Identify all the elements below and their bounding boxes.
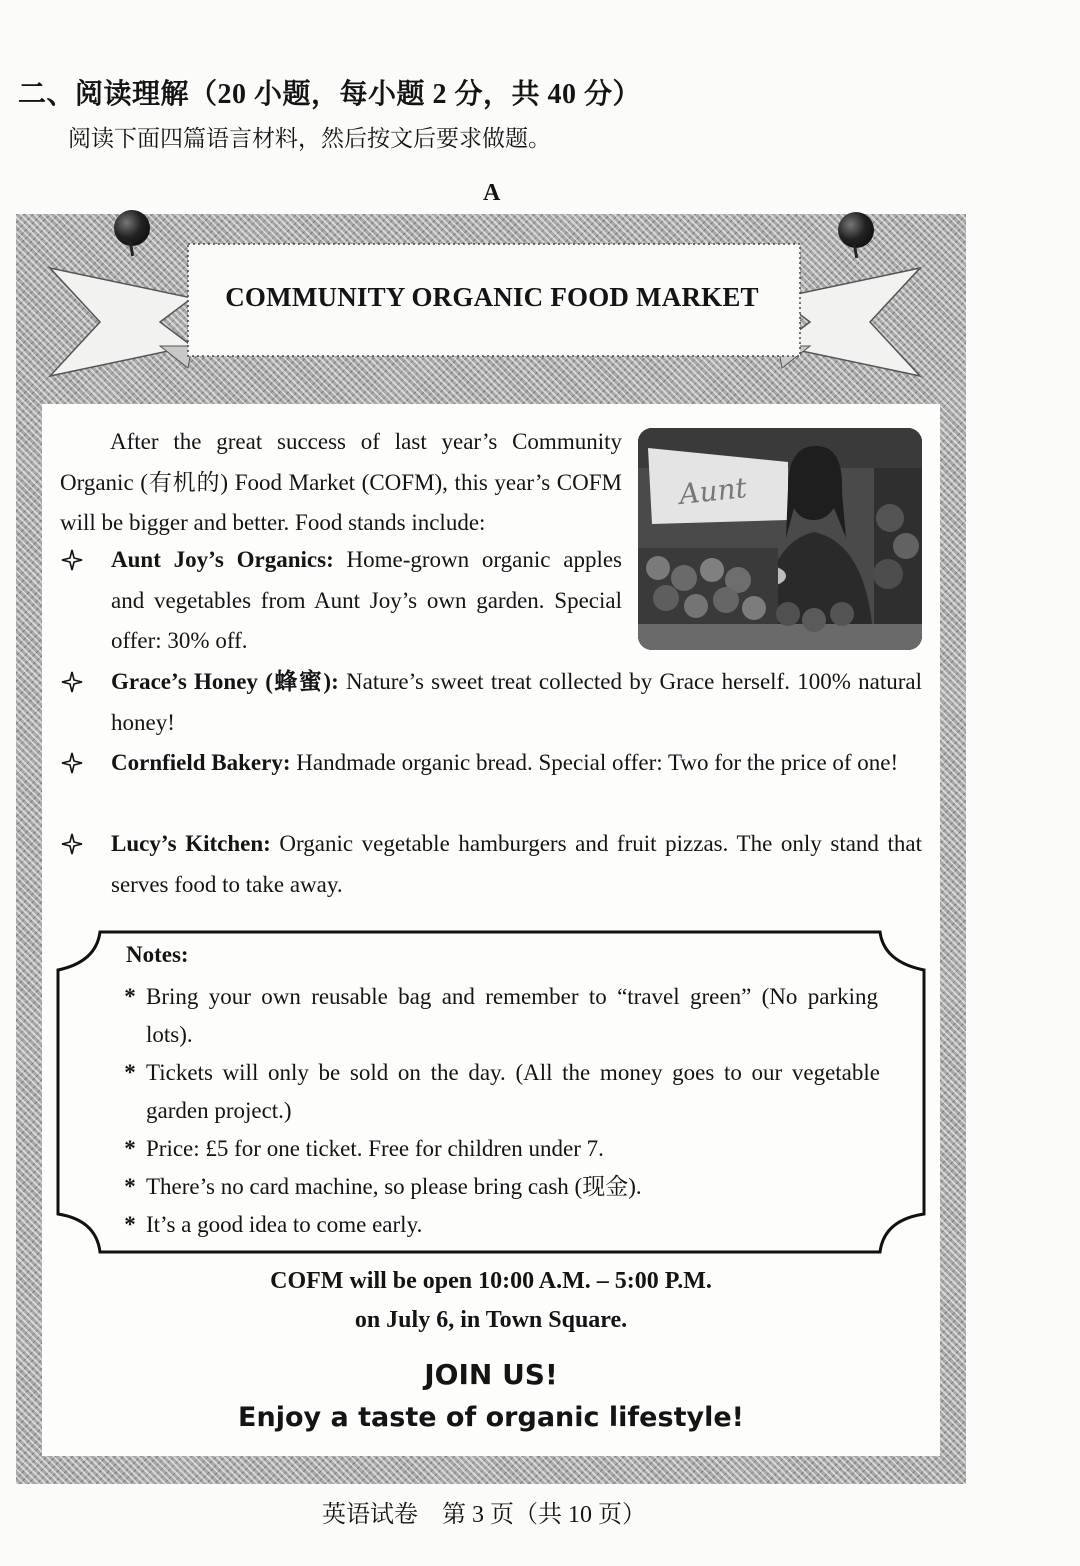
- note-text: Tickets will only be sold on the day. (All the money goes to our vegetable garden project.): [146, 1060, 880, 1123]
- passage-label: A: [483, 180, 501, 206]
- diamond-star-icon: [60, 824, 84, 864]
- diamond-star-icon: [60, 743, 84, 783]
- photo-sign-text: Aunt: [677, 471, 749, 511]
- note-text: Bring your own reusable bag and remember to “travel green” (No parking lots).: [146, 984, 878, 1047]
- intro-paragraph: [60, 422, 622, 544]
- stand-description: Home-grown organic apples and vegetables from Aunt Joy’s own garden. Special offer: 30% off.: [111, 547, 622, 653]
- notes-title: Notes:: [126, 942, 189, 967]
- asterisk-bullet: *: [124, 1212, 136, 1237]
- diamond-star-icon: [60, 662, 84, 702]
- title-ribbon-banner: [40, 240, 930, 390]
- section-instructions: 阅读下面四篇语言材料，然后按文后要求做题。: [68, 126, 551, 151]
- stand-description: Handmade organic bread. Special offer: Two for the price of one!: [296, 750, 899, 775]
- intro-text: After the great success of last year’s Community Organic (有机的) Food Market (COFM), this year’s COFM will be bigger and better. Food stands include:: [60, 429, 622, 535]
- asterisk-bullet: *: [124, 1174, 136, 1199]
- market-stand-photo: [638, 428, 922, 650]
- stand-description: Nature’s sweet treat collected by Grace herself. 100% natural honey!: [111, 669, 922, 735]
- note-text: There’s no card machine, so please bring cash (现金).: [146, 1174, 642, 1199]
- stand-name-note: (蜂蜜):: [265, 669, 339, 694]
- note-text: Price: £5 for one ticket. Free for children under 7.: [146, 1136, 604, 1161]
- stand-name: Cornfield Bakery:: [111, 750, 291, 775]
- call-to-action: JOIN US!: [424, 1358, 558, 1391]
- opening-hours: COFM will be open 10:00 A.M. – 5:00 P.M.: [270, 1268, 712, 1294]
- tagline: Enjoy a taste of organic lifestyle!: [238, 1402, 744, 1433]
- asterisk-bullet: *: [124, 1136, 136, 1161]
- asterisk-bullet: *: [124, 984, 136, 1009]
- page-footer: 英语试卷 第 3 页（共 10 页）: [322, 1502, 646, 1528]
- stand-name: Grace’s Honey: [111, 669, 258, 694]
- stand-name: Aunt Joy’s Organics:: [111, 547, 334, 572]
- event-date-location: on July 6, in Town Square.: [354, 1307, 628, 1333]
- poster-title: COMMUNITY ORGANIC FOOD MARKET: [225, 282, 759, 312]
- stand-description: Organic vegetable hamburgers and fruit pizzas. The only stand that serves food to take away.: [111, 831, 923, 897]
- diamond-star-icon: [60, 540, 84, 580]
- stand-name: Lucy’s Kitchen:: [111, 831, 271, 856]
- note-text: It’s a good idea to come early.: [146, 1212, 423, 1237]
- asterisk-bullet: *: [124, 1060, 136, 1085]
- section-heading: 二、阅读理解（20 小题，每小题 2 分，共 40 分）: [18, 79, 642, 110]
